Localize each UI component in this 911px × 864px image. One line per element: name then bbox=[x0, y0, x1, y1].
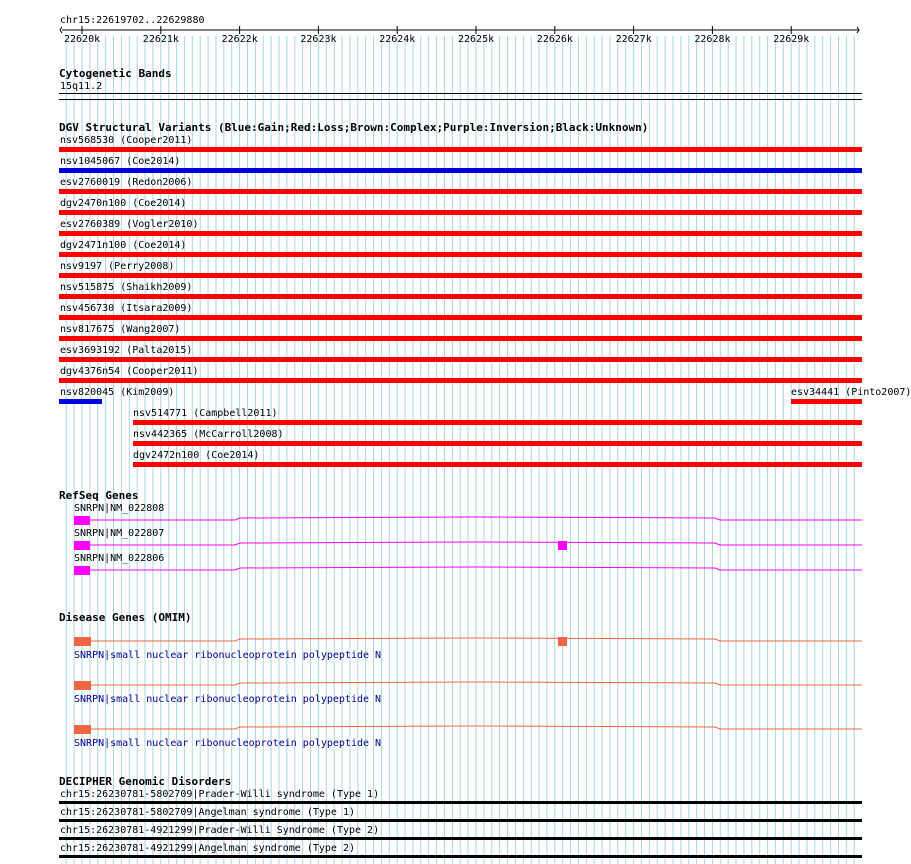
dgv-variant-bar[interactable] bbox=[59, 168, 862, 173]
ruler-tick-label: 22622k bbox=[221, 34, 258, 45]
cytobands-track-title: Cytogenetic Bands bbox=[59, 67, 172, 80]
omim-gene-line[interactable] bbox=[0, 723, 890, 735]
dgv-variant-label[interactable]: esv3693192 (Palta2015) bbox=[60, 345, 193, 356]
ruler-left-arrow-icon bbox=[60, 27, 62, 33]
omim-gene-line[interactable] bbox=[0, 635, 890, 647]
dgv-variant-bar[interactable] bbox=[59, 189, 862, 194]
dgv-variant-bar[interactable] bbox=[59, 378, 862, 383]
dgv-variant-bar[interactable] bbox=[59, 231, 862, 236]
dgv-variant-bar[interactable] bbox=[133, 462, 862, 467]
dgv-variant-bar[interactable] bbox=[133, 441, 862, 446]
omim-exon[interactable] bbox=[74, 637, 91, 646]
decipher-disorder-label[interactable]: chr15:26230781-4921299|Angelman syndrome (Type 2) bbox=[60, 843, 356, 854]
cytoband-line-bottom bbox=[59, 99, 862, 100]
omim-gene-line[interactable] bbox=[0, 679, 890, 691]
refseq-exon[interactable] bbox=[74, 541, 90, 550]
dgv-variant-bar[interactable] bbox=[59, 315, 862, 320]
decipher-disorder-label[interactable]: chr15:26230781-5802709|Angelman syndrome (Type 1) bbox=[60, 807, 356, 818]
ruler-tick-label: 22628k bbox=[694, 34, 731, 45]
dgv-variant-label[interactable]: esv2760389 (Vogler2010) bbox=[60, 219, 199, 230]
dgv-variant-label[interactable]: nsv820045 (Kim2009) bbox=[60, 387, 175, 398]
dgv-variant-label[interactable]: dgv2471n100 (Coe2014) bbox=[60, 240, 187, 251]
ruler-position-label: chr15:22619702..22629880 bbox=[60, 15, 205, 26]
decipher-disorder-label[interactable]: chr15:26230781-5802709|Prader-Willi syndrome (Type 1) bbox=[60, 789, 380, 800]
omim-track-title: Disease Genes (OMIM) bbox=[59, 611, 192, 624]
refseq-transcript-label[interactable]: SNRPN|NM_022807 bbox=[74, 528, 165, 539]
dgv-variant-bar[interactable] bbox=[59, 147, 862, 152]
ruler-tick-label: 22629k bbox=[773, 34, 810, 45]
omim-exon[interactable] bbox=[74, 681, 91, 690]
dgv-variant-bar[interactable] bbox=[133, 420, 862, 425]
ruler-tick-label: 22621k bbox=[142, 34, 179, 45]
dgv-variant-bar[interactable] bbox=[59, 399, 102, 404]
decipher-disorder-bar[interactable] bbox=[59, 819, 862, 822]
dgv-variant-label[interactable]: nsv1045067 (Coe2014) bbox=[60, 156, 181, 167]
dgv-variant-label[interactable]: esv34441 (Pinto2007) bbox=[791, 387, 911, 398]
refseq-track-title: RefSeq Genes bbox=[59, 489, 139, 502]
dgv-variant-label[interactable]: nsv514771 (Campbell2011) bbox=[133, 408, 278, 419]
dgv-variant-bar[interactable] bbox=[791, 399, 862, 404]
refseq-transcript-line[interactable] bbox=[0, 539, 890, 551]
dgv-variant-label[interactable]: nsv515875 (Shaikh2009) bbox=[60, 282, 193, 293]
refseq-transcript-label[interactable]: SNRPN|NM_022806 bbox=[74, 553, 165, 564]
dgv-variant-bar[interactable] bbox=[59, 273, 862, 278]
dgv-variant-label[interactable]: nsv817675 (Wang2007) bbox=[60, 324, 181, 335]
dgv-variant-label[interactable]: esv2760019 (Redon2006) bbox=[60, 177, 193, 188]
cytoband-line-top bbox=[59, 93, 862, 94]
omim-exon[interactable] bbox=[558, 637, 567, 646]
ruler-tick-label: 22620k bbox=[64, 34, 101, 45]
omim-exon[interactable] bbox=[74, 725, 91, 734]
omim-gene-label[interactable]: SNRPN|small nuclear ribonucleoprotein polypeptide N bbox=[74, 738, 382, 749]
dgv-variant-label[interactable]: nsv9197 (Perry2008) bbox=[60, 261, 175, 272]
dgv-variant-label[interactable]: dgv4376n54 (Cooper2011) bbox=[60, 366, 199, 377]
ruler-tick-label: 22626k bbox=[536, 34, 573, 45]
omim-gene-label[interactable]: SNRPN|small nuclear ribonucleoprotein polypeptide N bbox=[74, 694, 382, 705]
decipher-disorder-label[interactable]: chr15:26230781-4921299|Prader-Willi Syndrome (Type 2) bbox=[60, 825, 380, 836]
dgv-variant-label[interactable]: nsv442365 (McCarroll2008) bbox=[133, 429, 284, 440]
decipher-disorder-bar[interactable] bbox=[59, 837, 862, 840]
refseq-transcript-label[interactable]: SNRPN|NM_022808 bbox=[74, 503, 165, 514]
ruler-tick-label: 22625k bbox=[458, 34, 495, 45]
decipher-track-title: DECIPHER Genomic Disorders bbox=[59, 775, 232, 788]
dgv-variant-label[interactable]: dgv2472n100 (Coe2014) bbox=[133, 450, 260, 461]
refseq-exon[interactable] bbox=[74, 516, 90, 525]
ruler-tick-label: 22627k bbox=[615, 34, 652, 45]
refseq-exon[interactable] bbox=[558, 541, 567, 550]
dgv-track-title: DGV Structural Variants (Blue:Gain;Red:Loss;Brown:Complex;Purple:Inversion;Black:Unknown) bbox=[59, 121, 649, 134]
refseq-transcript-line[interactable] bbox=[0, 564, 890, 576]
omim-gene-label[interactable]: SNRPN|small nuclear ribonucleoprotein polypeptide N bbox=[74, 650, 382, 661]
dgv-variant-label[interactable]: nsv568530 (Cooper2011) bbox=[60, 135, 193, 146]
dgv-variant-bar[interactable] bbox=[59, 336, 862, 341]
dgv-variant-bar[interactable] bbox=[59, 210, 862, 215]
refseq-exon[interactable] bbox=[74, 566, 90, 575]
refseq-transcript-line[interactable] bbox=[0, 514, 890, 526]
ruler-tick-label: 22624k bbox=[379, 34, 416, 45]
ruler-tick-label: 22623k bbox=[300, 34, 337, 45]
dgv-variant-bar[interactable] bbox=[59, 252, 862, 257]
decipher-disorder-bar[interactable] bbox=[59, 801, 862, 804]
decipher-disorder-bar[interactable] bbox=[59, 855, 862, 858]
cytoband-label: 15q11.2 bbox=[60, 81, 103, 92]
dgv-variant-label[interactable]: nsv456730 (Itsara2009) bbox=[60, 303, 193, 314]
dgv-variant-label[interactable]: dgv2470n100 (Coe2014) bbox=[60, 198, 187, 209]
dgv-variant-bar[interactable] bbox=[59, 294, 862, 299]
dgv-variant-bar[interactable] bbox=[59, 357, 862, 362]
ruler-axis bbox=[0, 24, 890, 36]
